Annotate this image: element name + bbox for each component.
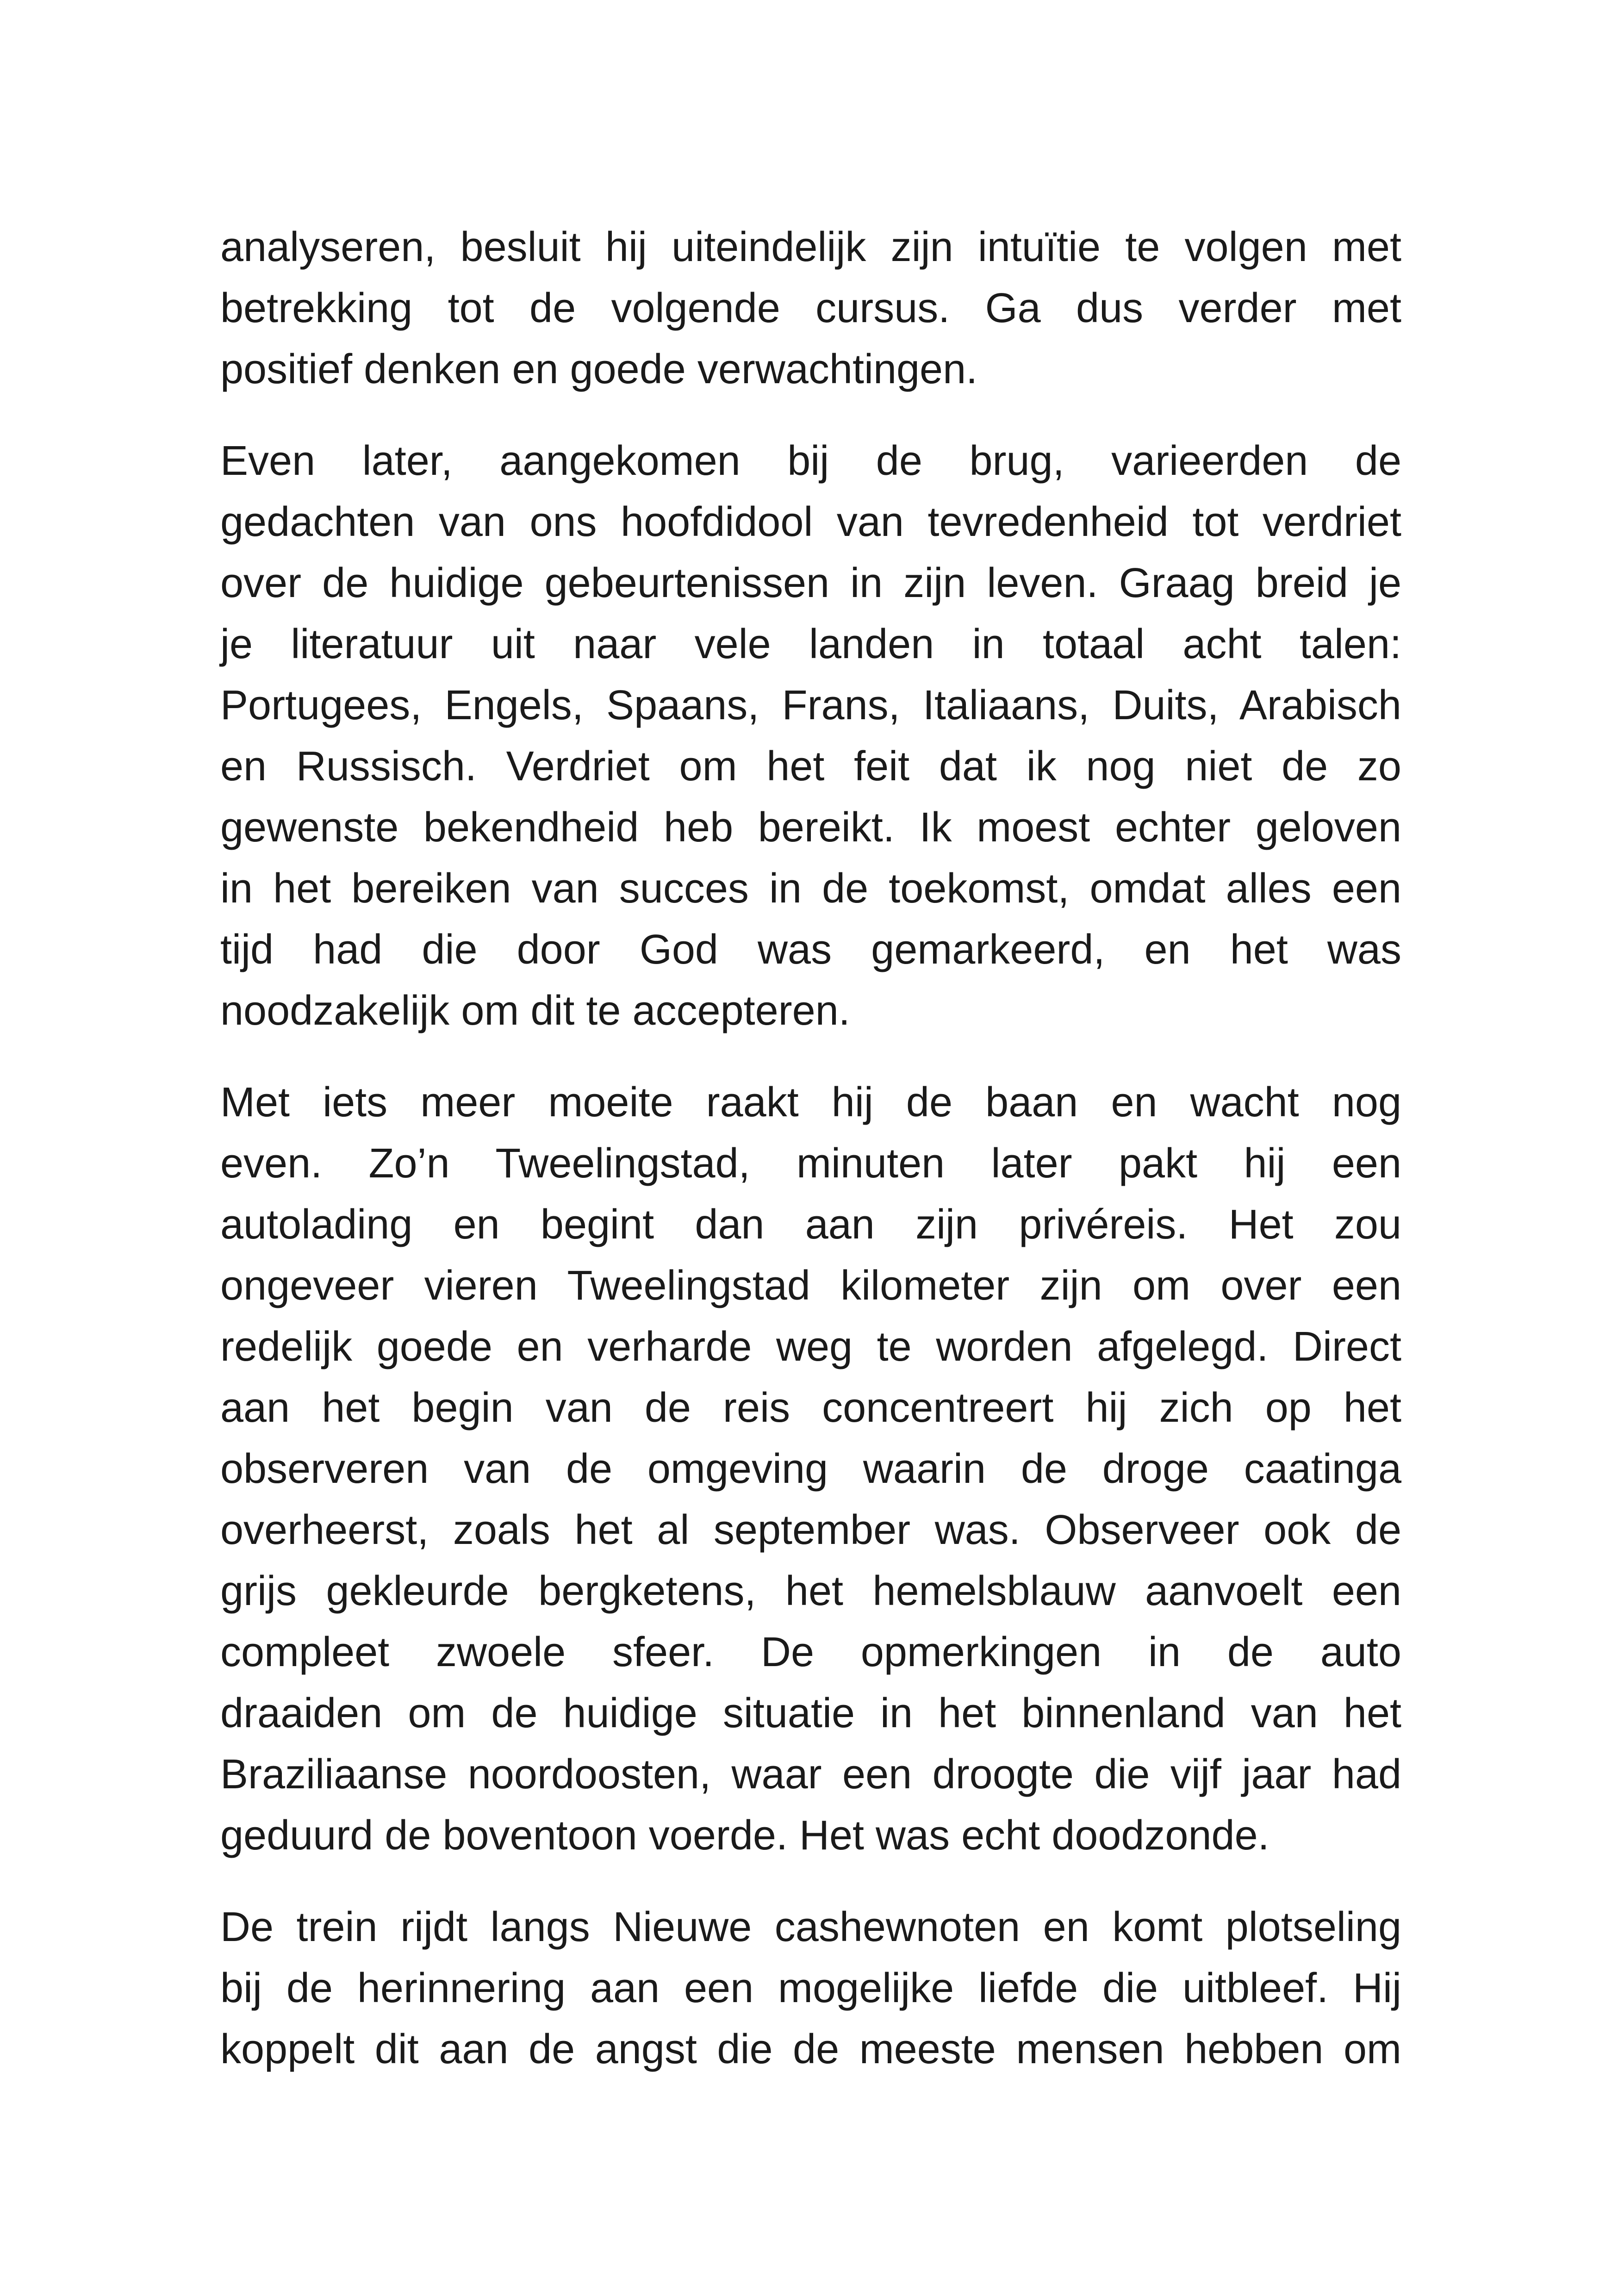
text-line: je literatuur uit naar vele landen in totaal acht talen: (220, 621, 1401, 667)
text-line: even. Zo’n Tweelingstad, minuten later pakt hij een (220, 1140, 1401, 1187)
text-line: in het bereiken van succes in de toekomst, omdat alles een (220, 865, 1401, 912)
text-line: en Russisch. Verdriet om het feit dat ik nog niet de zo (220, 743, 1401, 790)
text-line: Portugees, Engels, Spaans, Frans, Italiaans, Duits, Arabisch (220, 682, 1401, 728)
text-line: ongeveer vieren Tweelingstad kilometer zijn om over een (220, 1263, 1401, 1309)
text-line: overheerst, zoals het al september was. Observeer ook de (220, 1507, 1401, 1553)
text-line: grijs gekleurde bergketens, het hemelsblauw aanvoelt een (220, 1568, 1401, 1614)
paragraph-1 (220, 217, 1401, 400)
paragraph-3 (220, 1072, 1401, 1866)
text-line: koppelt dit aan de angst die de meeste mensen hebben om (220, 2026, 1401, 2072)
text-line: noodzakelijk om dit te accepteren. (220, 988, 850, 1034)
text-line: draaiden om de huidige situatie in het binnenland van het (220, 1690, 1401, 1736)
text-line: Even later, aangekomen bij de brug, varieerden de (220, 438, 1401, 484)
text-line: bij de herinnering aan een mogelijke liefde die uitbleef. Hij (220, 1965, 1401, 2011)
text-line: tijd had die door God was gemarkeerd, en het was (220, 927, 1401, 973)
paragraph-4 (220, 1897, 1401, 2080)
text-line: gewenste bekendheid heb bereikt. Ik moest echter geloven (220, 804, 1401, 851)
text-line: positief denken en goede verwachtingen. (220, 346, 978, 392)
text-line: autolading en begint dan aan zijn privéreis. Het zou (220, 1201, 1401, 1248)
text-line: aan het begin van de reis concentreert hij zich op het (220, 1385, 1401, 1431)
paragraph-2 (220, 430, 1401, 1041)
text-line: over de huidige gebeurtenissen in zijn leven. Graag breid je (220, 560, 1401, 606)
text-body (220, 217, 1401, 2110)
text-line: observeren van de omgeving waarin de droge caatinga (220, 1446, 1401, 1492)
text-line: gedachten van ons hoofdidool van tevredenheid tot verdriet (220, 499, 1401, 545)
text-line: compleet zwoele sfeer. De opmerkingen in de auto (220, 1629, 1401, 1675)
text-line: Braziliaanse noordoosten, waar een droogte die vijf jaar had (220, 1751, 1401, 1798)
text-line: De trein rijdt langs Nieuwe cashewnoten en komt plotseling (220, 1904, 1401, 1950)
text-line: Met iets meer moeite raakt hij de baan en wacht nog (220, 1079, 1401, 1126)
text-line: betrekking tot de volgende cursus. Ga dus verder met (220, 285, 1401, 331)
text-line: redelijk goede en verharde weg te worden afgelegd. Direct (220, 1324, 1401, 1370)
text-line: geduurd de boventoon voerde. Het was echt doodzonde. (220, 1812, 1270, 1859)
text-line: analyseren, besluit hij uiteindelijk zijn intuïtie te volgen met (220, 224, 1401, 270)
